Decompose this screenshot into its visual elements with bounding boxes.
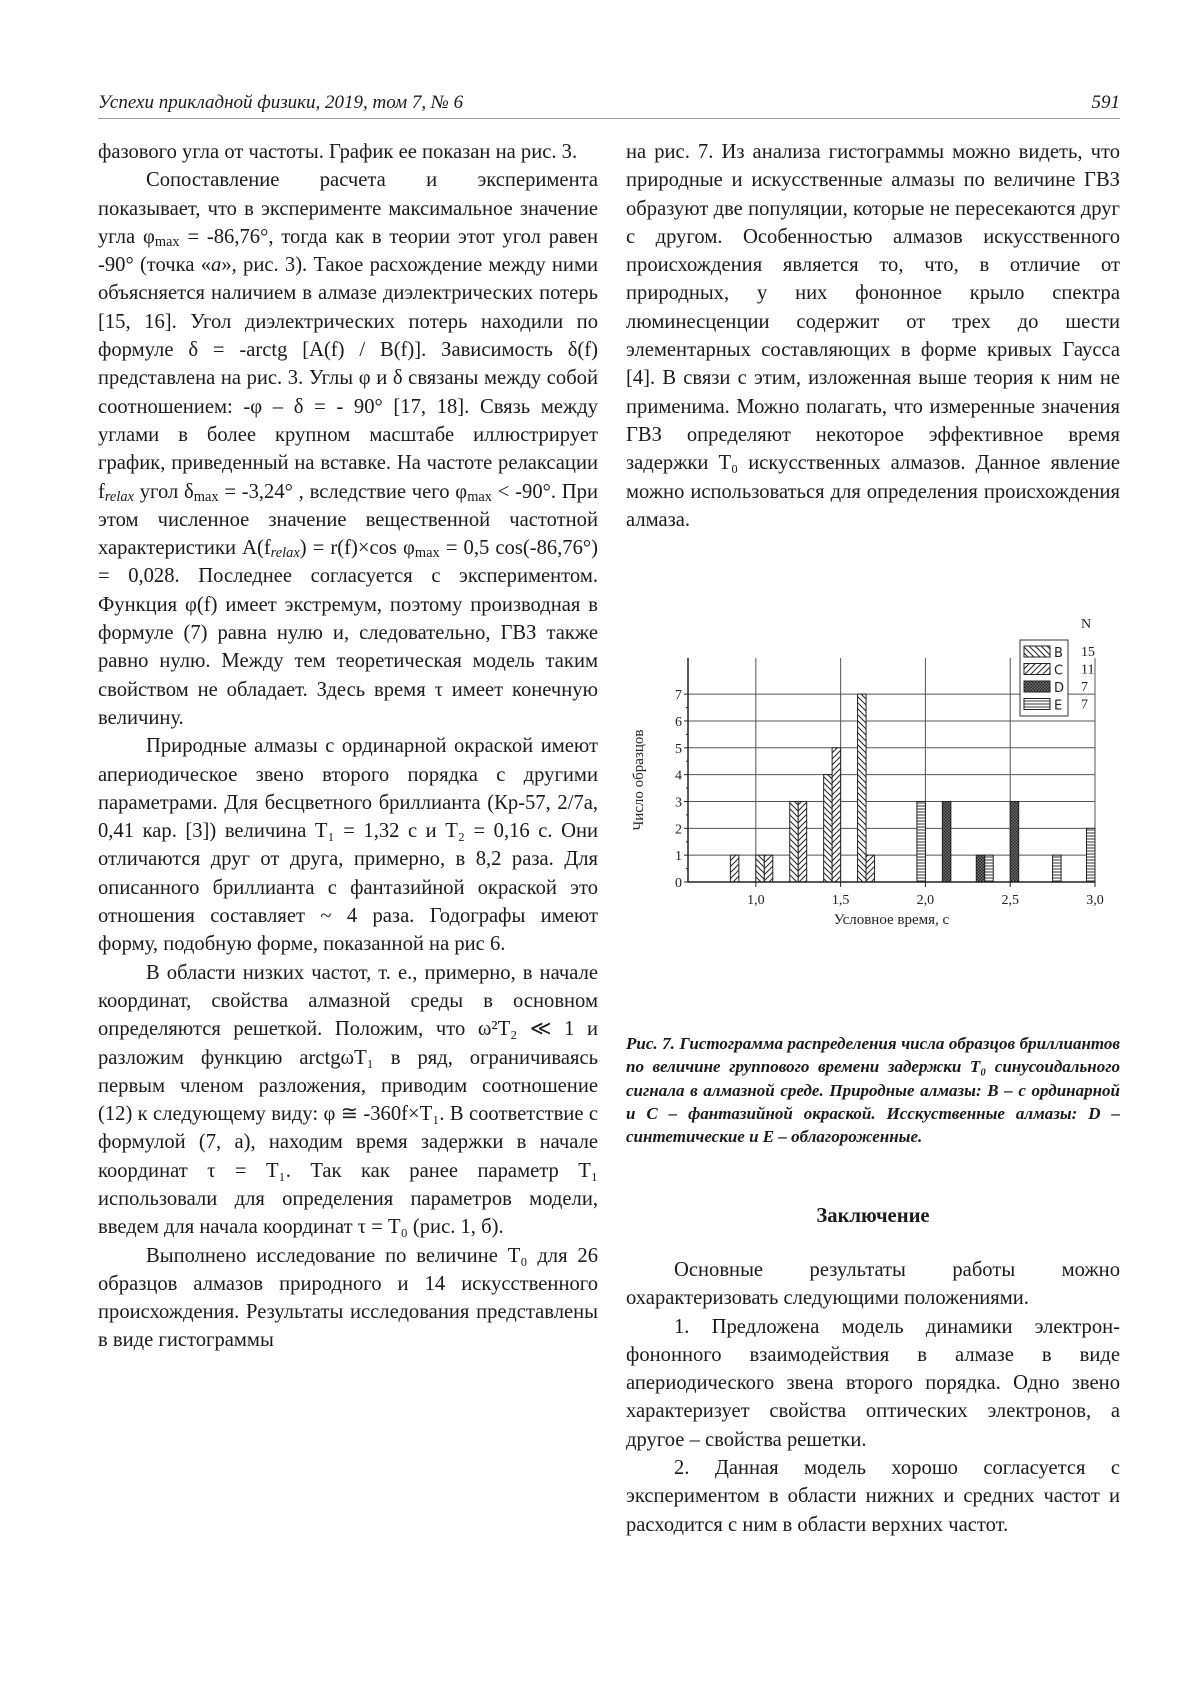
svg-text:1: 1 — [675, 849, 682, 865]
histogram-figure — [615, 610, 1120, 1020]
left-column — [98, 138, 598, 1355]
svg-text:5: 5 — [675, 741, 682, 757]
bar-D — [1010, 801, 1019, 882]
svg-text:3,0: 3,0 — [1086, 893, 1104, 908]
paragraph: Природные алмазы с ординарной окраской имеют апериодическое звено второго порядка с другими параметрами. Для бесцветного бриллианта (Кр-57, 2/7а, 0,41 кар. [3]) величина T₁ = 1,32 с и T₂ = 0,16 с. Они отличаются друг от друга, примерно, в 8,2 раза. Для описанного бриллианта с фантазийной окраской это отношения составляет ~ 4 раза. Годографы имеют форму, подобную форме, показанной на рис 6. — [98, 735, 598, 956]
list-item: 1. Предложена модель динамики электрон-фононного взаимодействия в алмазе в виде апериодического звена второго порядка. Одно звено характеризует свойства оптических электронов, а другое – свойства решетки. — [626, 1315, 1120, 1451]
bar-B — [790, 801, 799, 882]
figure-caption: Рис. 7. Гистограмма распределения числа образцов бриллиантов по величине группового времени задержки T₀ синусоидального сигнала в алмазной среде. Природные алмазы: B – с ординарной и C – фантазийной окраской. Исскуственные алмазы: D – синтетические и E – облагороженные. — [626, 1034, 1120, 1147]
svg-text:3: 3 — [675, 795, 682, 811]
bar-E — [985, 855, 994, 882]
svg-text:1,0: 1,0 — [747, 893, 765, 908]
svg-text:Число образцов: Число образцов — [631, 729, 647, 831]
paragraph: В области низких частот, т. е., примерно, в начале координат, свойства алмазной среды в основном определяются решеткой. Положим, что ω²T₂ ≪ 1 и разложим функцию arctgωT₁ в ряд, ограничиваясь первым членом разложения, приводим соотношение (12) к следующему виду: φ ≅ -360f×T₁. В соответствие с формулой (7, а), находим время задержки в начале координат τ = T₁. Так как ранее параметр T₁ использовали для определения параметров модели, введем для начала координат τ = T₀ (рис. 1, б). — [98, 961, 598, 1239]
bar-B — [858, 694, 867, 882]
conclusion-text — [626, 1256, 1120, 1539]
bar-E — [1087, 828, 1096, 882]
list-item: 2. Данная модель хорошо согласуется с экспериментом в области нижних и средних частот и расходится с ним в области верхних частот. — [626, 1457, 1120, 1536]
svg-text:2,0: 2,0 — [916, 893, 935, 908]
svg-text:4: 4 — [675, 768, 682, 784]
svg-text:11: 11 — [1081, 662, 1095, 678]
paragraph: Сопоставление расчета и эксперимента показывает, что в эксперименте максимальное значение угла $\varphi_{max} = -86,76^\circ$, тогда как в теории этот угол равен -90° (точка «a», рис. 3). Такое расхождение между ними объясняется наличием в алмазе диэлектрических потерь [15, 16]. Угол диэлектрических потерь находили по формуле δ = -arctg [A(f) / B(f)]. Зависимость δ(f) представлена на рис. 3. Углы φ и δ связаны между собой соотношением: -φ – δ = - 90° [17, 18]. Связь между углами в более крупном масштабе иллюстрирует график, приведенный на вставке. На частоте релаксации $f_{relax}$ угол $\delta_{max} = -3,24^\circ$ , вследствие чего $\varphi_{max} < -90^\circ$. При этом численное значение вещественной частотной характеристики $A(f_{relax}) = r(f)\times\cos$ $\varphi_{max} = 0,5$ cos(-86,76°) = 0,028. Последнее согласуется с экспериментом. Функция φ(f) имеет экстремум, поэтому производная в формуле (7) равна нулю и, следовательно, ГВЗ также равно нулю. Между тем теоретическая модель таким свойством не обладает. Здесь время τ имеет конечную величину. — [98, 169, 598, 729]
paragraph: Выполнено исследование по величине T₀ для 26 образцов алмазов природного и 14 искусственного происхождения. Результаты исследования представлены в виде гистограммы — [98, 1244, 598, 1352]
svg-text:1,5: 1,5 — [831, 893, 850, 908]
bar-B — [756, 855, 765, 882]
paragraph: фазового угла от частоты. График ее показан на рис. 3. — [98, 141, 578, 163]
paragraph: на рис. 7. Из анализа гистограммы можно видеть, что природные и искусственные алмазы по величине ГВЗ образуют две популяции, которые не пересекаются друг с другом. Особенностью алмазов искусственного происхождения является то, что, в отличие от природных, у них фононное крыло спектра люминесценции содержит от трех до шести элементарных составляющих в форме кривых Гаусса [4]. В связи с этим, изложенная выше теория к ним не применима. Можно полагать, что измеренные значения ГВЗ определяют некоторое эффективное время задержки T₀ искусственных алмазов. Данное явление можно использоваться для определения происхождения алмаза. — [626, 141, 1120, 531]
svg-text:7: 7 — [1081, 697, 1088, 713]
svg-text:6: 6 — [675, 714, 682, 730]
svg-text:7: 7 — [675, 688, 682, 704]
svg-text:2: 2 — [675, 822, 682, 838]
bar-D — [942, 801, 951, 882]
paragraph: Основные результаты работы можно охарактеризовать следующими положениями. — [626, 1259, 1120, 1310]
page-number: 591 — [1091, 92, 1120, 113]
bar-C — [730, 855, 739, 882]
svg-text:D: D — [1054, 681, 1065, 696]
svg-text:7: 7 — [1081, 680, 1088, 695]
running-header — [98, 92, 1120, 119]
bar-C — [764, 855, 773, 882]
svg-text:E: E — [1054, 698, 1063, 714]
histogram-chart — [615, 610, 1120, 1020]
bar-C — [798, 801, 807, 882]
right-column — [626, 138, 1120, 534]
svg-text:B: B — [1054, 646, 1063, 661]
bar-C — [866, 855, 875, 882]
bar-E — [917, 801, 926, 882]
bar-E — [1053, 855, 1062, 882]
svg-text:15: 15 — [1081, 645, 1095, 660]
svg-text:N: N — [1081, 617, 1092, 632]
journal-title: Успехи прикладной физики, 2019, том 7, № 6 — [98, 92, 464, 113]
svg-text:2,5: 2,5 — [1001, 893, 1019, 908]
bar-C — [832, 748, 841, 882]
svg-text:0: 0 — [675, 876, 682, 891]
section-heading: Заключение — [816, 1205, 930, 1227]
bar-D — [976, 855, 985, 882]
svg-text:C: C — [1054, 663, 1064, 679]
svg-text:Условное время, с: Условное время, с — [833, 912, 950, 928]
bar-B — [824, 775, 833, 882]
